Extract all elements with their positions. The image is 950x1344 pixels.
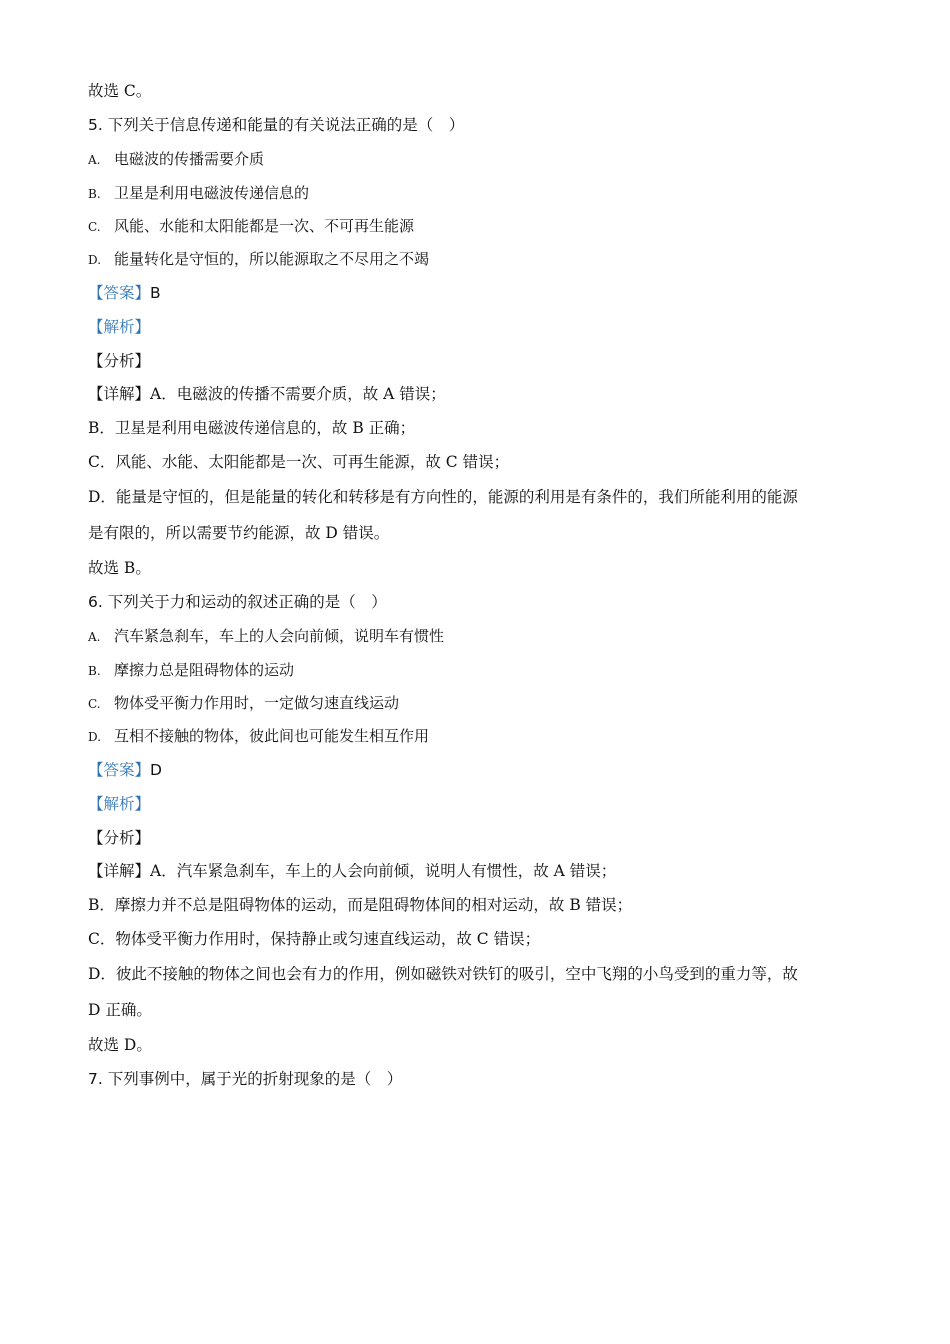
- q6-conclusion: 故选 D。: [88, 1036, 152, 1054]
- q7-number: 7.: [88, 1070, 103, 1088]
- q5-conclusion: 故选 B。: [88, 559, 151, 577]
- q4-conclusion: 故选 C。: [88, 82, 152, 100]
- q5-answer-value: B: [150, 284, 161, 302]
- q5-option-a-text: 电磁波的传播需要介质: [114, 150, 265, 168]
- q6-detail-line-4: D．彼此不接触的物体之间也会有力的作用，例如磁铁对铁钉的吸引，空中飞翔的小鸟受到的重力等，故: [88, 965, 798, 983]
- q5-option-a: [88, 148, 264, 171]
- q6-option-a-label: A.: [88, 630, 101, 644]
- q6-stem: 下列关于力和运动的叙述正确的是（ ）: [107, 593, 387, 611]
- q6-option-b: [88, 659, 294, 682]
- q6-answer: [88, 759, 162, 781]
- q6-detail-text-1: A．汽车紧急刹车，车上的人会向前倾，说明人有惯性，故 A 错误；: [150, 862, 617, 880]
- q5-option-a-label: A.: [88, 153, 101, 167]
- q5-detail-line-3: C．风能、水能、太阳能都是一次、可再生能源，故 C 错误；: [88, 453, 510, 471]
- q5-number: 5.: [88, 116, 103, 134]
- q5-option-c-label: C.: [88, 220, 101, 234]
- q6-option-d-label: D.: [88, 730, 102, 744]
- q5-detail-tag: 【详解】: [88, 385, 151, 403]
- q5-option-b: [88, 182, 309, 205]
- q6-answer-value: D: [150, 761, 162, 779]
- q7-stem-line: [88, 1068, 402, 1090]
- q6-option-c-text: 物体受平衡力作用时，一定做匀速直线运动: [114, 694, 400, 712]
- q5-detail-line-4: D．能量是守恒的，但是能量的转化和转移是有方向性的，能源的利用是有条件的，我们所能利用的能源: [88, 488, 798, 506]
- q5-answer-tag: 【答案】: [88, 284, 151, 302]
- q6-detail-line-3: C．物体受平衡力作用时，保持静止或匀速直线运动，故 C 错误；: [88, 930, 541, 948]
- q6-option-d: [88, 725, 429, 748]
- q6-fenxi: 【分析】: [88, 829, 151, 847]
- q5-fenxi: 【分析】: [88, 352, 151, 370]
- q5-detail-line-2: B．卫星是利用电磁波传递信息的，故 B 正确；: [88, 419, 416, 437]
- q6-option-d-text: 互相不接触的物体，彼此间也可能发生相互作用: [114, 727, 430, 745]
- q6-option-a: [88, 625, 444, 648]
- q6-answer-tag: 【答案】: [88, 761, 151, 779]
- q6-option-b-label: B.: [88, 664, 101, 678]
- q5-stem: 下列关于信息传递和能量的有关说法正确的是（ ）: [107, 116, 465, 134]
- q6-detail-tag: 【详解】: [88, 862, 151, 880]
- q5-option-d: [88, 248, 429, 271]
- q5-detail-text-1: A．电磁波的传播不需要介质，故 A 错误；: [150, 385, 446, 403]
- q5-stem-line: [88, 114, 464, 136]
- q6-option-c: [88, 692, 399, 715]
- q5-option-d-label: D.: [88, 253, 102, 267]
- q5-detail-line-5: 是有限的，所以需要节约能源，故 D 错误。: [88, 524, 390, 542]
- q6-option-b-text: 摩擦力总是阻碍物体的运动: [114, 661, 295, 679]
- q7-stem: 下列事例中，属于光的折射现象的是（ ）: [107, 1070, 403, 1088]
- q5-option-c: [88, 215, 414, 238]
- q5-detail-line-1: [88, 383, 446, 405]
- q6-option-a-text: 汽车紧急刹车，车上的人会向前倾，说明车有惯性: [114, 627, 445, 645]
- q6-stem-line: [88, 591, 387, 613]
- q6-detail-line-5: D 正确。: [88, 1001, 152, 1019]
- q5-option-d-text: 能量转化是守恒的，所以能源取之不尽用之不竭: [114, 250, 430, 268]
- q5-analysis-tag: 【解析】: [88, 318, 151, 336]
- q6-option-c-label: C.: [88, 697, 101, 711]
- q6-analysis-tag: 【解析】: [88, 795, 151, 813]
- q5-option-c-text: 风能、水能和太阳能都是一次、不可再生能源: [114, 217, 415, 235]
- q5-option-b-label: B.: [88, 187, 101, 201]
- q5-option-b-text: 卫星是利用电磁波传递信息的: [114, 184, 310, 202]
- q6-number: 6.: [88, 593, 103, 611]
- q5-answer: [88, 282, 161, 304]
- q6-detail-line-2: B．摩擦力并不总是阻碍物体的运动，而是阻碍物体间的相对运动，故 B 错误；: [88, 896, 633, 914]
- q6-detail-line-1: [88, 860, 616, 882]
